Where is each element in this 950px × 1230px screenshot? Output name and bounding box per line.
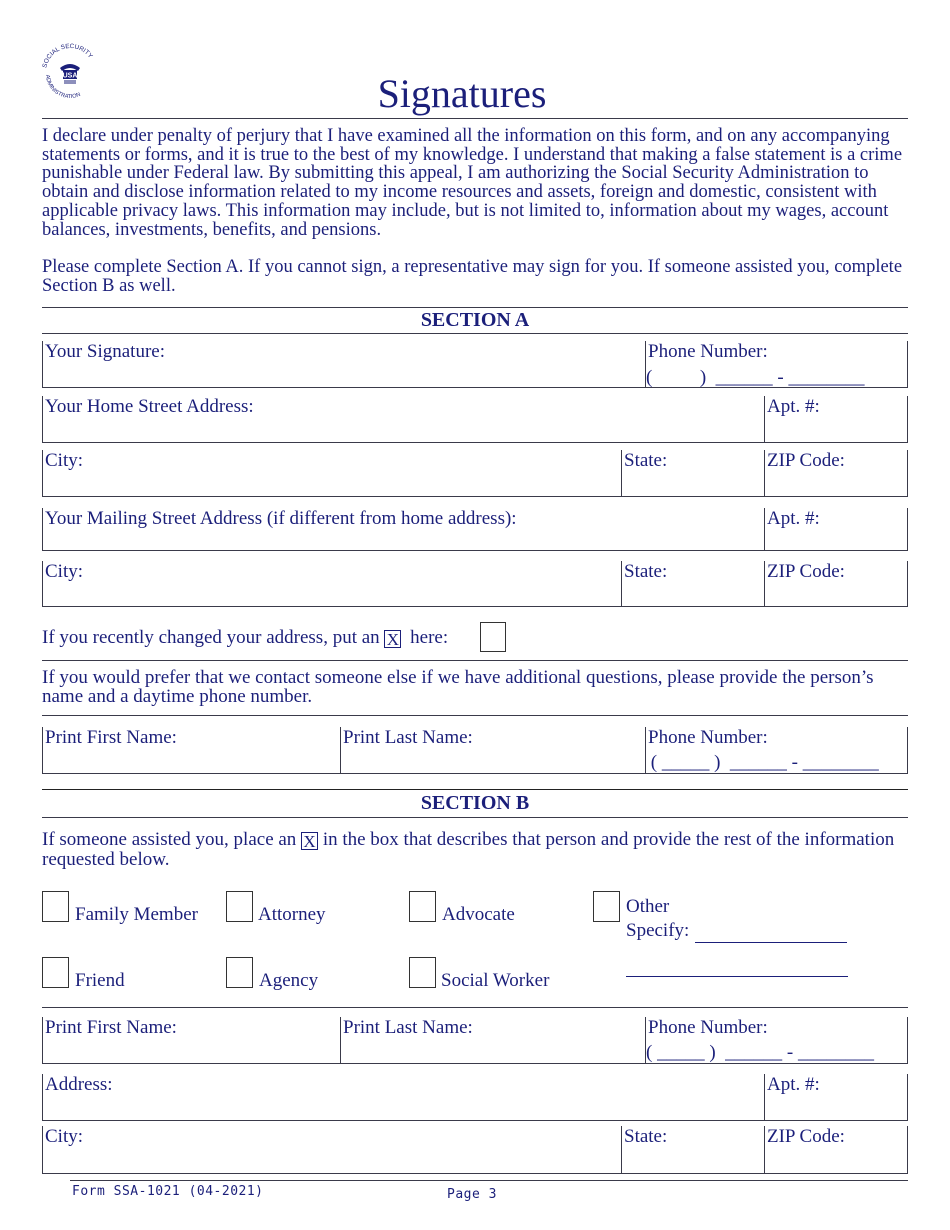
attorney-checkbox[interactable] — [226, 891, 253, 922]
svg-text:SOCIAL SECURITY: SOCIAL SECURITY — [41, 42, 94, 69]
helper-phone-label: Phone Number: — [648, 1017, 768, 1038]
contact-phone-label: Phone Number: — [648, 727, 768, 748]
friend-checkbox[interactable] — [42, 957, 69, 988]
helper-city-field[interactable] — [43, 1126, 620, 1173]
mailing-zip-label: ZIP Code: — [767, 561, 845, 582]
svg-text:ADMINISTRATION: ADMINISTRATION — [43, 74, 82, 101]
contact-first-name-label: Print First Name: — [45, 727, 177, 748]
social-worker-label: Social Worker — [441, 970, 550, 991]
contact-note-text: If you would prefer that we contact someone else if we have additional questions, please provide the person’s name and a daytime phone number. — [42, 667, 874, 707]
changed-address-prompt — [42, 628, 448, 648]
form-id: Form SSA-1021 (04-2021) — [72, 1184, 264, 1199]
x-mark-example-b: X — [301, 832, 318, 850]
mailing-state-label: State: — [624, 561, 668, 582]
section-b-intro: If someone assisted you, place an X in the box that describes that person and provide the rest of the information requested below. — [42, 829, 895, 870]
attorney-label: Attorney — [258, 904, 326, 925]
mailing-state-field[interactable] — [622, 561, 763, 606]
other-checkbox[interactable] — [593, 891, 620, 922]
changed-address-checkbox[interactable] — [480, 622, 506, 652]
specify-label: Specify: — [626, 920, 690, 941]
section-b-heading: SECTION B — [420, 792, 530, 814]
helper-zip-field[interactable] — [765, 1126, 907, 1173]
signature-field[interactable] — [43, 341, 644, 387]
family-member-label: Family Member — [75, 904, 198, 925]
helper-address-field[interactable] — [43, 1074, 763, 1120]
friend-label: Friend — [75, 970, 125, 991]
x-mark-example: X — [384, 630, 401, 648]
helper-state-field[interactable] — [622, 1126, 763, 1173]
agency-label: Agency — [259, 970, 319, 991]
home-zip-field[interactable] — [765, 450, 907, 496]
section-a-heading: SECTION A — [420, 309, 530, 331]
declaration-text: I declare under penalty of perjury that I have examined all the information on this form, and on any accompanying statements or forms, and it is true to the best of my knowledge. I understand that making a false statement is a crime punishable under Federal law. By submitting this appeal, I am authorizing the Social Security Administration to obtain and disclose information related to my income resources and assets, foreign and domestic, consistent with applicable privacy laws. This information may include, but is not limited to, information about my wages, account balances, investments, benefits, and pensions. — [42, 126, 903, 240]
mailing-apt-field[interactable] — [765, 508, 907, 550]
instructions-text: Please complete Section A. If you cannot sign, a representative may sign for you. If someone assisted you, complete Section B as well. — [42, 257, 903, 296]
mailing-city-field[interactable] — [43, 561, 620, 606]
mailing-zip-field[interactable] — [765, 561, 907, 606]
mailing-address-field[interactable] — [43, 508, 763, 550]
home-address-field[interactable] — [43, 396, 763, 442]
contact-first-name-field[interactable] — [43, 727, 339, 773]
home-apt-field[interactable] — [765, 396, 907, 442]
helper-last-name-field[interactable] — [341, 1017, 644, 1063]
phone-input[interactable]: ( ) ______ - ________ — [646, 367, 865, 388]
page-title: Signatures — [377, 71, 547, 116]
helper-apt-label: Apt. #: — [767, 1074, 820, 1095]
contact-last-name-label: Print Last Name: — [343, 727, 473, 748]
helper-last-name-label: Print Last Name: — [343, 1017, 473, 1038]
specify-input[interactable] — [695, 942, 847, 943]
signature-label: Your Signature: — [45, 341, 165, 362]
helper-state-label: State: — [624, 1126, 668, 1147]
logo-usa-text: USA — [62, 72, 78, 80]
phone-label: Phone Number: — [648, 341, 768, 362]
mailing-city-label: City: — [45, 561, 84, 582]
home-city-field[interactable] — [43, 450, 620, 496]
social-worker-checkbox[interactable] — [409, 957, 436, 988]
title-rule — [42, 118, 908, 119]
mailing-address-label: Your Mailing Street Address (if different from home address): — [45, 508, 517, 529]
helper-city-label: City: — [45, 1126, 84, 1147]
mailing-apt-label: Apt. #: — [767, 508, 820, 529]
advocate-checkbox[interactable] — [409, 891, 436, 922]
advocate-label: Advocate — [442, 904, 515, 925]
helper-first-name-label: Print First Name: — [45, 1017, 177, 1038]
home-state-field[interactable] — [622, 450, 763, 496]
home-apt-label: Apt. #: — [767, 396, 820, 417]
other-label: Other — [626, 896, 670, 917]
home-zip-label: ZIP Code: — [767, 450, 845, 471]
family-member-checkbox[interactable] — [42, 891, 69, 922]
helper-address-label: Address: — [45, 1074, 113, 1095]
changed-address-text: If you recently changed your address, put an — [42, 627, 380, 648]
helper-apt-field[interactable] — [765, 1074, 907, 1120]
page-number: Page 3 — [447, 1187, 497, 1202]
helper-zip-label: ZIP Code: — [767, 1126, 845, 1147]
home-city-label: City: — [45, 450, 84, 471]
home-state-label: State: — [624, 450, 668, 471]
helper-phone-input[interactable]: ( _____ ) ______ - ________ — [646, 1042, 874, 1063]
helper-first-name-field[interactable] — [43, 1017, 339, 1063]
home-address-label: Your Home Street Address: — [45, 396, 254, 417]
changed-address-here: here: — [410, 627, 449, 648]
contact-last-name-field[interactable] — [341, 727, 644, 773]
specify-input-line-2[interactable] — [626, 976, 848, 977]
contact-phone-input[interactable]: ( _____ ) ______ - ________ — [646, 752, 879, 773]
agency-checkbox[interactable] — [226, 957, 253, 988]
